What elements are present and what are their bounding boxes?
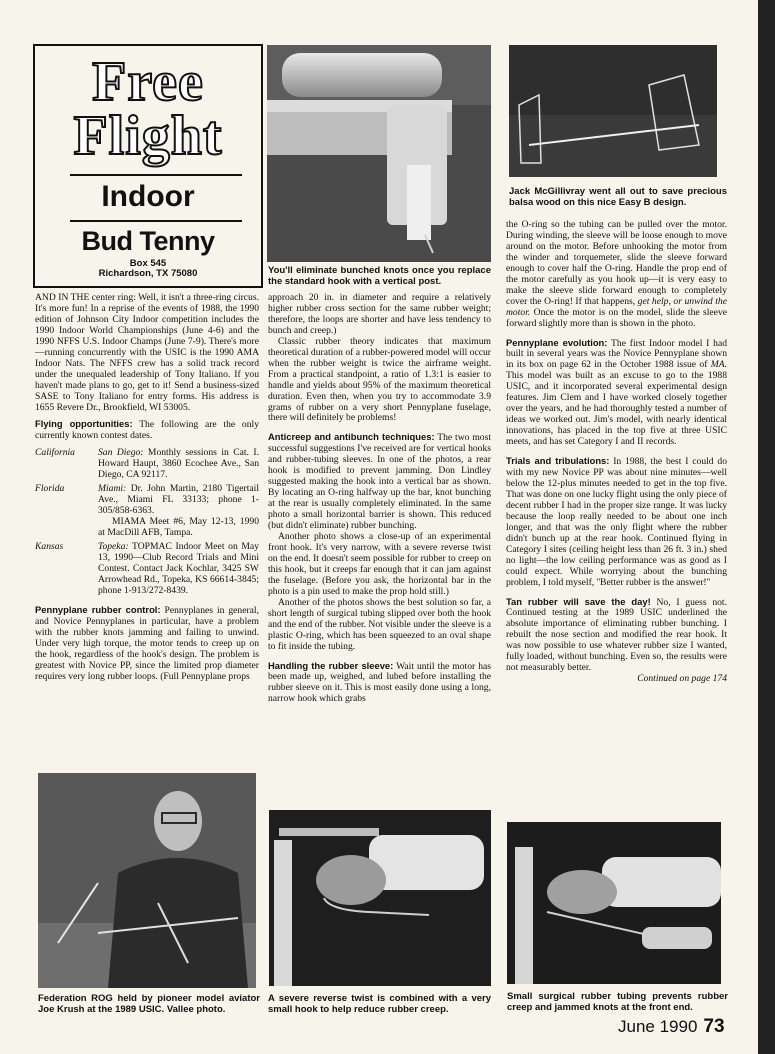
contest-state (35, 517, 98, 542)
contest-city: San Diego: (98, 447, 144, 459)
pennyplane-paragraph (35, 605, 259, 683)
col3-paragraph-1 (506, 220, 727, 330)
col2-paragraph-2: Classic rubber theory indicates that maximum theoretical duration of a rubber-powered model will occur when the rubber weight is twice the airframe weight. From a practical standpoint, a ratio of 1.3:1 is easier to handle and yields about 95% of the maximum theoretical duration. Even then, when you try to accommodate 3.9 grams of rubber on a very short Pennyplane fuselage, there will definitely be problems! (268, 335, 491, 424)
photo-easy-b-model (509, 45, 717, 177)
trials-heading: Trials and tribulations: (506, 455, 610, 467)
contest-row (35, 448, 259, 484)
col3-p1-text-end: Once the motor is on the model, slide the sleeve forward slightly more than is shown in the photo. (506, 306, 727, 329)
column-1-text (35, 293, 259, 682)
contest-city: Topeka: (98, 541, 129, 553)
column-masthead (33, 44, 263, 288)
photo-surgical-tubing-image (507, 822, 721, 984)
col2-paragraph-5: Another of the photos shows the best solution so far, a short length of surgical tubing slipped over both the hook and the end of the rubber. Not visible under the sleeve is a plastic O-ring, which has been squeezed to an oval shape to fit inside the tubing. (268, 596, 491, 652)
col3-p1-text: the O-ring so the tubing can be pulled over the motor. During winding, the sleeve will be loose enough to move around on the motor. Before unhooking the motor from the winder and torquemeter, slide the sleeve forward enough to cover half the O-ring. Handle the prop end of the motor carefully as you hook up—it is very easy to make the sleeve slide forward enough to completely cover the O-ring! If that happens, (506, 219, 727, 307)
anticreep-text: The two most successful suggestions I've received are for vertical hooks and rubber-tubing sleeves. In one of the photos, a rear hook is modified to prevent jamming. Don Lindley suggested making the hook into a vertical bar as shown. By locating an O-ring halfway up the bar, knot bunching at the rear is usually completely eliminated. In the same photo a small horizontal barrier is shown. This reduced (but didn't eliminate) rubber bunching. (268, 432, 491, 532)
evolution-heading: Pennyplane evolution: (506, 336, 608, 348)
contest-row (35, 542, 259, 597)
evolution-text-end: This model was built as an excuse to go to the 1988 USIC, and it incorporated several experimental design features. Jim Clem and I have worked closely together over the years, and he had thoroughly tested a number of ideas we worked out. Jim's model, with nearly identical innovations, has placed in the top five at three USIC meets, and has set Category I and II records. (506, 370, 727, 448)
photo-vertical-post-hook (267, 45, 491, 262)
flying-heading: Flying opportunities: (35, 418, 133, 430)
anticreep-paragraph (268, 432, 491, 532)
flying-paragraph (35, 419, 259, 442)
column-3-text (506, 220, 727, 685)
caption-surgical-tubing: Small surgical rubber tubing prevents rubber creep and jammed knots at the front end. (507, 991, 728, 1013)
contest-details: MIAMA Meet #6, May 12-13, 1990 at MacDill AFB, Tampa. (98, 516, 259, 539)
anticreep-heading: Anticreep and antibunch techniques: (268, 431, 435, 443)
evolution-text: The first Indoor model I had built in several years was the Novice Pennyplane shown in its box on page 62 in the October 1988 issue of (506, 337, 727, 371)
scan-border (758, 0, 775, 1054)
page-footer (618, 1016, 725, 1038)
column-2-text (268, 293, 491, 705)
photo-joe-krush-image (38, 773, 256, 988)
contest-state: California (35, 447, 75, 459)
col2-paragraph-1: approach 20 in. in diameter and require a relatively higher rubber cross section for the same rubber weight; therefore, the loops are shorter and have less tendency to bunch and creep.) (268, 292, 491, 336)
masthead-title-line1: Free (92, 51, 204, 113)
contest-state: Florida (35, 483, 65, 495)
photo-joe-krush (38, 773, 256, 988)
contest-state: Kansas (35, 541, 64, 553)
flying-text: The following are the only currently known contest dates. (35, 419, 259, 442)
intro-text: Well, it isn't a three-ring circus. It's more fun! In a reprise of the events of 1988, the 1990 edition of Johnson City Indoor competition includes the 1990 Indoor World Championships (June 4-6) and the 1990 NFFS U.S. Indoor Champs (June 7-9). There's more—running concurrently with the USIC is the 1990 AMA Indoor Nats. The NFFS crew has a solid track record under the unequaled leadership of Tony Italiano. If you haven't made plans to go, get to it! Send a business-sized SASE to Tony Italiano for entry forms. His address is 1655 Revere Dr., Brookfield, WI 53005. (35, 292, 259, 413)
evolution-emphasis: MA. (710, 359, 727, 371)
masthead-section: Indoor (101, 180, 195, 213)
contest-city: Miami: (98, 483, 127, 495)
trials-paragraph (506, 456, 727, 588)
contest-table (35, 448, 259, 596)
caption-easy-b-model: Jack McGillivray went all out to save precious balsa wood on this nice Easy B design. (509, 186, 727, 208)
address-line1: Box 545 (129, 258, 167, 269)
contest-details: TOPMAC Indoor Meet on May 13, 1990—Club Record Trials and Mini Contest. Contact Jack Kochlar, 3425 SW Arrowhead Rd., Topeka, KS 66614-3845; phone 1-913/272-8439. (98, 541, 259, 596)
contest-row (35, 517, 259, 542)
tan-rubber-text: No, I guess not. Continued testing at the 1989 USIC underlined the absolute importance of eliminating rubber bunching. I rebuilt the nose section and modified the rear hook. It was now possible to use whatever rubber size I wanted, fully loaded, without bunching. Even so, the results were not measurably better. (506, 596, 727, 674)
col3-p1-emphasis: get help, or unwind the motor. (506, 295, 727, 318)
masthead-rule-bottom (70, 220, 242, 222)
caption-joe-krush: Federation ROG held by pioneer model aviator Joe Krush at the 1989 USIC. Vallee photo. (38, 993, 260, 1015)
intro-paragraph (35, 293, 259, 413)
tan-rubber-heading: Tan rubber will save the day! (506, 595, 651, 607)
photo-reverse-twist-hook (269, 810, 491, 986)
evolution-paragraph (506, 338, 727, 449)
photo-vertical-post-hook-image (267, 45, 491, 262)
col2-paragraph-4: Another photo shows a close-up of an experimental front hook. It's very narrow, with a severe reverse twist on the end. It doesn't seem possible for rubber to creep on this hook, but it creeps far enough that it can jam against the fuselage. (Before you ask, the horizontal bar in the photo is a pin used to make the prop hold still.) (268, 531, 491, 597)
masthead-rule-top (70, 174, 242, 176)
caption-vertical-post-hook: You'll eliminate bunched knots once you replace the standard hook with a vertical post. (268, 265, 491, 287)
photo-easy-b-model-image (509, 45, 717, 177)
issue-date: June 1990 (618, 1017, 698, 1036)
sleeve-paragraph (268, 661, 491, 706)
contest-row (35, 484, 259, 517)
contest-details: Monthly sessions in Cat. I. Howard Haupt, 3860 Ecochee Ave., San Diego, CA 92117. (98, 447, 259, 481)
masthead-address (35, 259, 261, 279)
intro-lead: AND IN THE center ring: (35, 292, 136, 303)
pennyplane-text: Pennyplanes in general, and Novice Pennyplanes in particular, have a problem with the rubber knots jamming and failing to unwind. Under very high torque, the motor tends to creep up on the hook, regardless of the hook's design. The problem is greatest with Novice PP, since the limited prop diameter requires very long rubber loops. (Full Pennyplane props (35, 604, 259, 682)
caption-reverse-twist-hook: A severe reverse twist is combined with a very small hook to help reduce rubber creep. (268, 993, 491, 1015)
sleeve-text: Wait until the motor has been made up, weighed, and lubed before installing the rubber sleeve on it. This is most easily done using a long, narrow hook which grabs (268, 660, 491, 705)
pennyplane-heading: Pennyplane rubber control: (35, 603, 161, 615)
address-line2: Richardson, TX 75080 (98, 268, 198, 279)
photo-surgical-tubing (507, 822, 721, 984)
contest-details: Dr. John Martin, 2180 Tigertail Ave., Miami FL 33133; phone 1-305/858-6363. (98, 483, 259, 517)
page-number: 73 (703, 1016, 725, 1037)
sleeve-heading: Handling the rubber sleeve: (268, 659, 394, 671)
tan-rubber-paragraph (506, 597, 727, 675)
photo-reverse-twist-hook-image (269, 810, 491, 986)
continued-note: Continued on page 174 (637, 673, 727, 685)
trials-text: In 1988, the best I could do with my new Novice PP was about nine minutes—well below the 12-plus minutes needed to get in the top five. That was done on one lucky flight using the only piece of decent rubber I had in the proper size range. It was lucky because the loop really needed to be about one inch longer, and that was the only flight where the rubber didn't bunch up at the rear hook. Continued flying in Category I sites (ceiling height less than 26 ft. 3 in.) shed no light—the low ceiling performance was as good as I could expect. While worrying about the bunching problem, I told myself, ''Better rubber is the answer!'' (506, 456, 727, 588)
masthead-title-line2: Flight (73, 105, 223, 167)
masthead-author: Bud Tenny (81, 226, 215, 256)
